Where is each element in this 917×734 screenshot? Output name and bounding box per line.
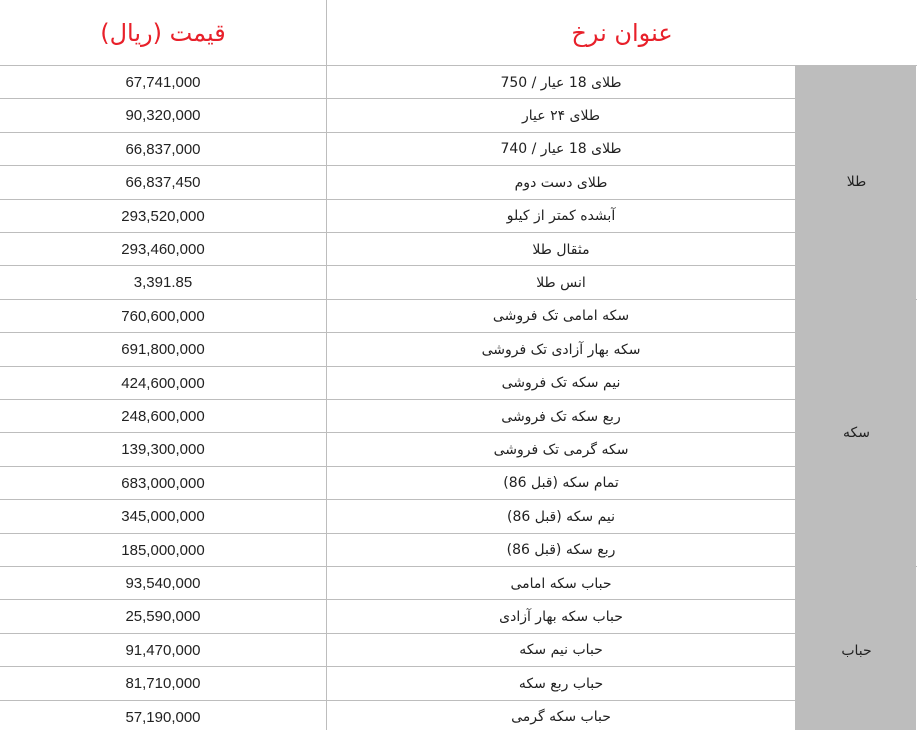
table-row [0, 667, 795, 700]
table-row [0, 600, 795, 633]
price-cell: 81,710,000 [125, 675, 201, 693]
price-cell: 57,190,000 [125, 708, 201, 726]
table-row [0, 333, 795, 366]
rate-title-cell: حباب سکه امامی [510, 575, 612, 592]
price-cell: 691,800,000 [121, 341, 205, 359]
rate-title-cell: حباب سکه بهار آزادی [499, 608, 623, 625]
table-row [0, 634, 795, 667]
table-row [0, 467, 795, 500]
price-cell: 25,590,000 [125, 608, 201, 626]
price-cell: 67,741,000 [125, 74, 201, 91]
rate-title-cell: حباب نیم سکه [519, 642, 603, 659]
rate-title-cell: ربع سکه تک فروشی [501, 408, 621, 425]
rate-title-cell: سکه امامی تک فروشی [492, 308, 630, 325]
price-cell: 293,460,000 [121, 241, 205, 258]
rate-title-cell: ربع سکه (قبل 86) [506, 542, 616, 559]
table-row [0, 367, 795, 400]
rate-title-cell: حباب ربع سکه [518, 675, 604, 692]
table-row [0, 99, 795, 132]
table-row [0, 433, 795, 466]
rate-title-cell: آبشده کمتر از کیلو [506, 208, 616, 225]
price-cell: 185,000,000 [121, 541, 205, 559]
price-cell: 683,000,000 [121, 474, 205, 492]
table-row [0, 534, 795, 567]
rate-title-cell: انس طلا [536, 274, 586, 291]
group-label: طلا [796, 66, 917, 300]
price-cell: 90,320,000 [125, 107, 201, 125]
rate-title-cell: نیم سکه تک فروشی [501, 375, 621, 392]
table-header [0, 0, 917, 66]
price-column-header: قیمت (ریال) [100, 19, 226, 47]
table-row [0, 266, 795, 299]
table-row [0, 66, 795, 99]
rate-title-cell: تمام سکه (قبل 86) [503, 475, 619, 492]
table-row [0, 200, 795, 233]
price-cell: 91,470,000 [125, 641, 201, 659]
table-row [0, 133, 795, 166]
table-row [0, 567, 795, 600]
rate-title-cell: حباب سکه گرمی [511, 709, 611, 726]
rate-title-cell: نیم سکه (قبل 86) [506, 508, 616, 525]
table-row [0, 166, 795, 199]
price-cell: 66,837,000 [125, 140, 201, 158]
title-column-header: عنوان نرخ [571, 19, 673, 47]
group-label: حباب [841, 642, 872, 659]
table-row [0, 701, 795, 734]
rate-title-cell: طلای دست دوم [514, 174, 608, 191]
table-row [0, 500, 795, 533]
price-cell: 345,000,000 [121, 508, 205, 526]
rate-title-cell: طلای 18 عیار / 740 [500, 141, 622, 158]
table-row [0, 233, 795, 266]
table-row [0, 300, 795, 333]
group-label: سکه [796, 300, 917, 567]
table-row [0, 400, 795, 433]
price-cell: 248,600,000 [121, 408, 205, 425]
price-cell: 66,837,450 [125, 174, 201, 192]
price-cell: 3,391.85 [133, 274, 193, 292]
rate-title-cell: مثقال طلا [532, 241, 590, 258]
rate-title-cell: طلای 18 عیار / 750 [500, 74, 622, 91]
price-cell: 93,540,000 [125, 575, 201, 592]
price-cell: 139,300,000 [121, 441, 205, 459]
rate-title-cell: طلای ۲۴ عیار [522, 107, 601, 124]
rate-title-cell: سکه بهار آزادی تک فروشی [481, 341, 641, 358]
rate-title-cell: سکه گرمی تک فروشی [493, 441, 629, 458]
price-cell: 424,600,000 [121, 374, 205, 392]
price-cell: 293,520,000 [121, 207, 205, 225]
price-cell: 760,600,000 [121, 307, 205, 325]
